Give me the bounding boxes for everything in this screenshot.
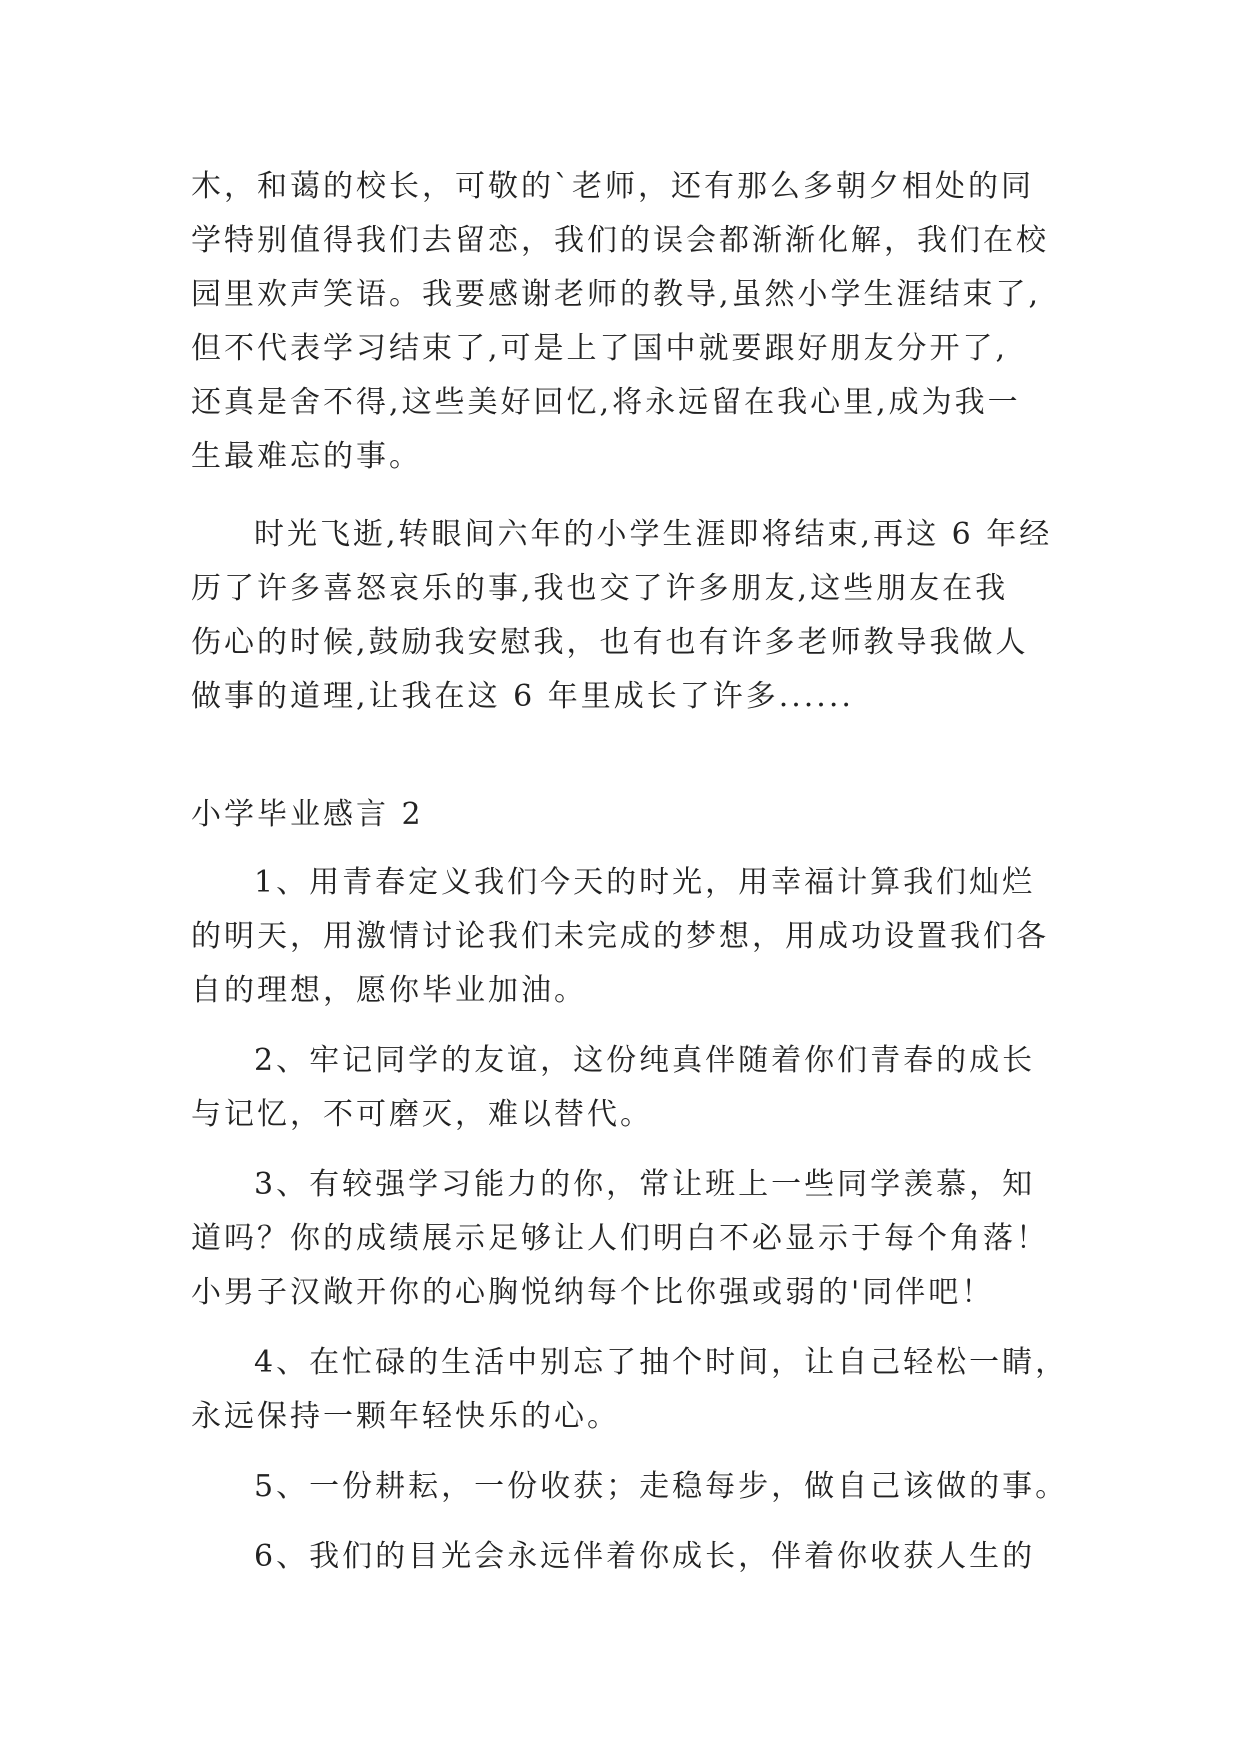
list-item-line: 与记忆，不可磨灭，难以替代。 — [191, 1097, 653, 1132]
list-item-line: 3、有较强学习能力的你，常让班上一些同学羡慕，知 — [254, 1167, 1036, 1202]
paragraph-line: 学特别值得我们去留恋，我们的误会都渐渐化解，我们在校 — [191, 223, 1049, 258]
list-item-line: 6、我们的目光会永远伴着你成长，伴着你收获人生的 — [254, 1539, 1036, 1574]
list-item-line: 的明天，用激情讨论我们未完成的梦想，用成功设置我们各 — [191, 919, 1049, 954]
paragraph-line: 还真是舍不得,这些美好回忆,将永远留在我心里,成为我一 — [191, 385, 1021, 420]
list-item-line: 1、用青春定义我们今天的时光，用幸福计算我们灿烂 — [254, 865, 1036, 900]
list-item-line: 5、一份耕耘，一份收获；走稳每步，做自己该做的事。 — [254, 1469, 1069, 1504]
list-item-line: 道吗？你的成绩展示足够让人们明白不必显示于每个角落！ — [191, 1221, 1049, 1256]
section-heading: 小学毕业感言 2 — [191, 797, 424, 832]
paragraph-line: 时光飞逝,转眼间六年的小学生涯即将结束,再这 6 年经 — [254, 517, 1053, 552]
paragraph-line: 木，和蔼的校长，可敬的`老师，还有那么多朝夕相处的同 — [191, 169, 1034, 204]
paragraph-line: 园里欢声笑语。我要感谢老师的教导,虽然小学生涯结束了, — [191, 277, 1042, 312]
list-item-line: 小男子汉敞开你的心胸悦纳每个比你强或弱的'同伴吧！ — [191, 1275, 995, 1310]
list-item-line: 永远保持一颗年轻快乐的心。 — [191, 1399, 620, 1434]
paragraph-line: 做事的道理,让我在这 6 年里成长了许多...... — [191, 679, 854, 714]
list-item-line: 2、牢记同学的友谊，这份纯真伴随着你们青春的成长 — [254, 1043, 1036, 1078]
list-item-line: 4、在忙碌的生活中别忘了抽个时间，让自己轻松一睛， — [254, 1345, 1069, 1380]
paragraph-line: 但不代表学习结束了,可是上了国中就要跟好朋友分开了, — [191, 331, 1009, 366]
list-item-line: 自的理想，愿你毕业加油。 — [191, 973, 587, 1008]
paragraph-line: 历了许多喜怒哀乐的事,我也交了许多朋友,这些朋友在我 — [191, 571, 1009, 606]
paragraph-line: 伤心的时候,鼓励我安慰我，也有也有许多老师教导我做人 — [191, 625, 1029, 660]
paragraph-line: 生最难忘的事。 — [191, 439, 422, 474]
